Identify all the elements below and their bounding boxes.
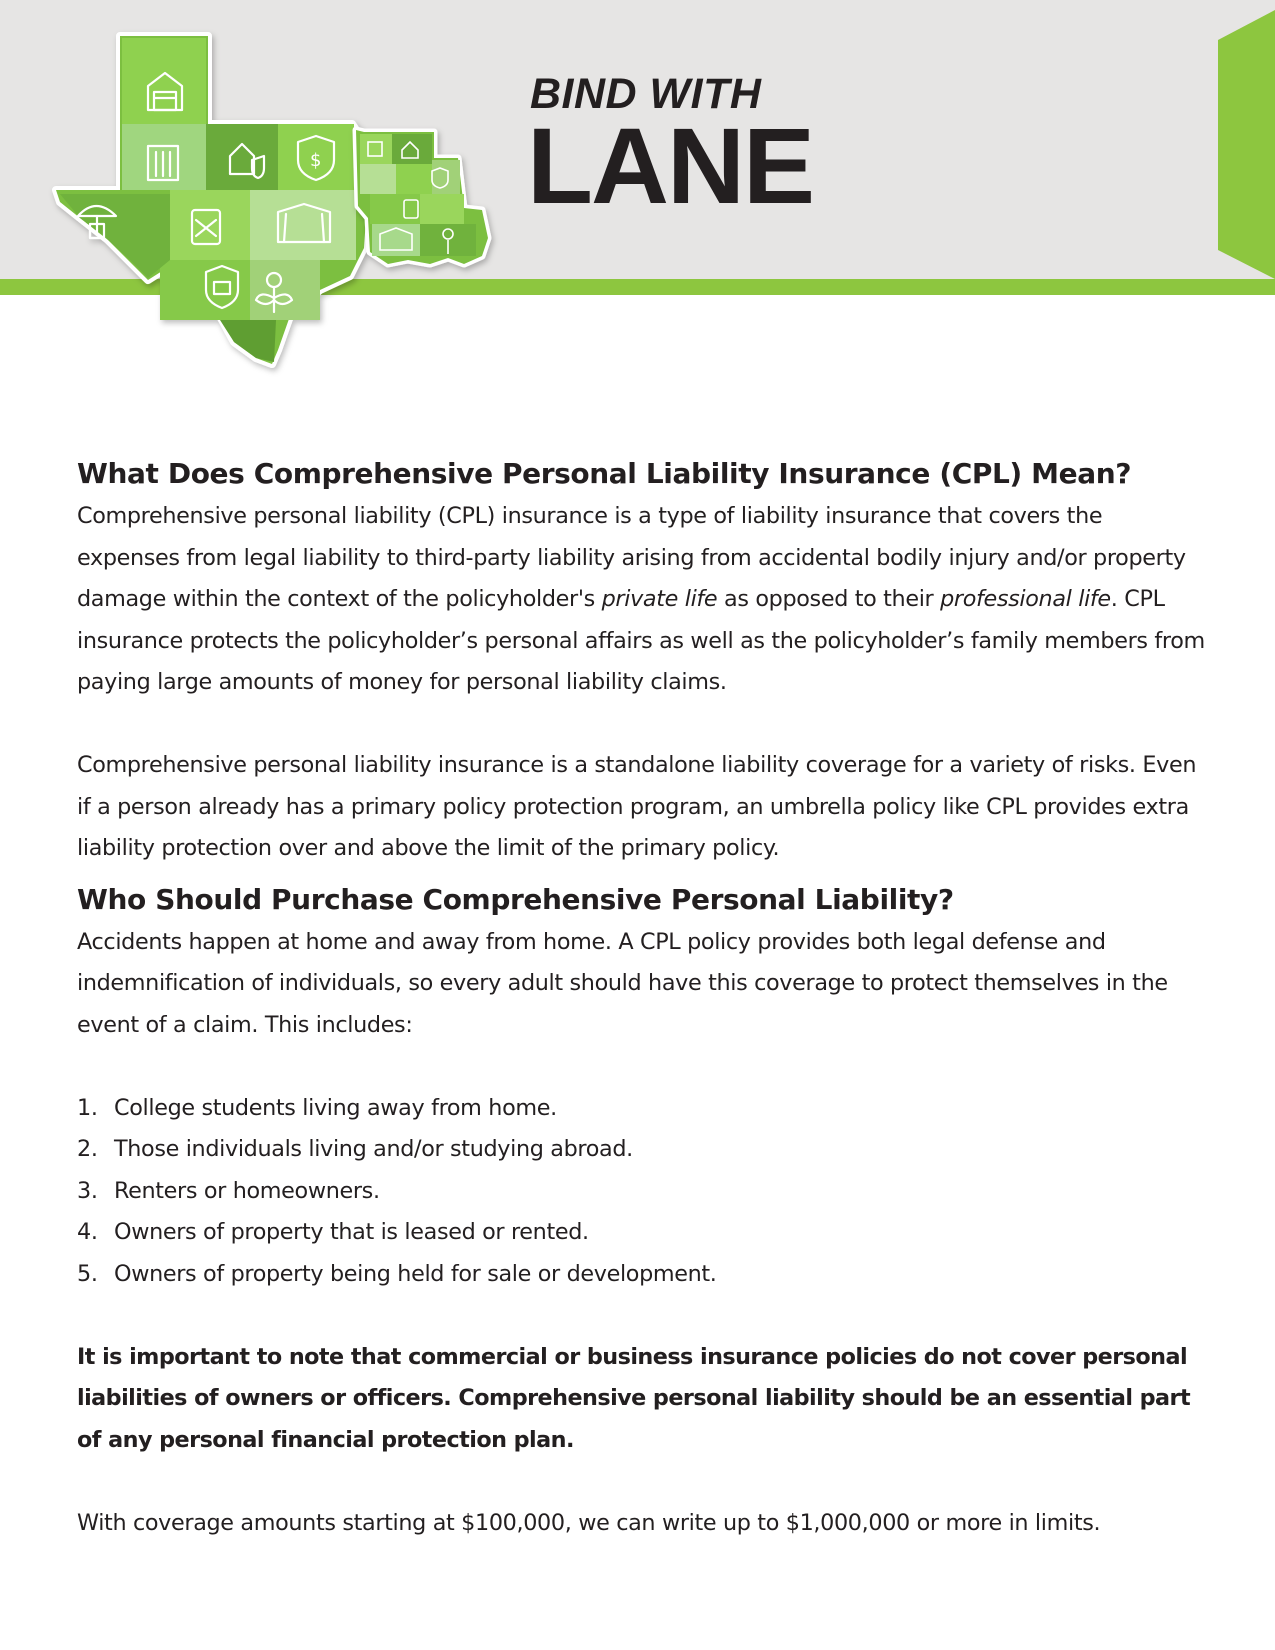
- list-number: 1.: [77, 1094, 98, 1121]
- emphasis-professional-life: professional life: [940, 586, 1111, 612]
- corner-accent-tab: [1218, 0, 1275, 279]
- section-heading-who-should-purchase: Who Should Purchase Comprehensive Personal Liability?: [77, 882, 954, 916]
- purchaser-list: [77, 1088, 1207, 1296]
- paragraph-text: as opposed to their: [717, 586, 941, 612]
- texas-shape: [56, 36, 366, 364]
- brand-title-line2: LANE: [527, 105, 813, 226]
- list-number: 4.: [77, 1219, 98, 1245]
- section-heading-cpl-meaning: What Does Comprehensive Personal Liability Insurance (CPL) Mean?: [77, 457, 1132, 490]
- list-number: 5.: [77, 1260, 98, 1287]
- paragraph-text: Comprehensive personal liability (CPL) insurance is a type of liability insurance that covers the expenses from legal liability to third-party liability arising from accidental bodily injury and/or property damage within the context of the policyholder's: [77, 503, 1186, 612]
- page-header: [0, 0, 1275, 295]
- list-item: [77, 1129, 1207, 1171]
- list-item: [77, 1088, 1207, 1130]
- list-item: [77, 1171, 1207, 1213]
- texas-louisiana-puzzle-map-logo: [20, 28, 520, 388]
- list-text: Renters or homeowners.: [114, 1177, 380, 1204]
- important-note: It is important to note that commercial or business insurance policies do not cover personal liabilities of owners or officers. Comprehensive personal liability should be an essential part of any personal financial protection plan.: [77, 1343, 1191, 1453]
- list-text: Owners of property that is leased or rented.: [114, 1219, 589, 1245]
- main-content: [77, 452, 1207, 1544]
- louisiana-shape: [356, 130, 488, 264]
- list-number: 2.: [77, 1136, 98, 1162]
- paragraph-who-intro: Accidents happen at home and away from home. A CPL policy provides both legal defense and indemnification of individuals, so every adult should have this coverage to protect themselves in the event of a claim. This includes:: [77, 928, 1168, 1038]
- list-text: College students living away from home.: [114, 1094, 557, 1121]
- svg-text:$: $: [310, 150, 322, 171]
- list-item: [77, 1212, 1207, 1254]
- list-item: [77, 1254, 1207, 1296]
- brand-title-line1: BIND WITH: [530, 70, 762, 118]
- paragraph-text: . CPL insurance protects the policyholder’s personal affairs as well as the policyholder’s family members from paying large amounts of money for personal liability claims.: [77, 586, 1205, 695]
- list-text: Owners of property being held for sale or development.: [114, 1260, 717, 1287]
- brand-title: [527, 70, 813, 226]
- coverage-amounts-note: With coverage amounts starting at $100,000, we can write up to $1,000,000 or more in limits.: [77, 1509, 1101, 1536]
- emphasis-private-life: private life: [601, 586, 718, 612]
- list-number: 3.: [77, 1177, 98, 1204]
- paragraph-cpl-definition: [77, 496, 1207, 704]
- paragraph-standalone-coverage: Comprehensive personal liability insurance is a standalone liability coverage for a variety of risks. Even if a person already has a primary policy protection program, an umbrella policy like CPL provides extra liability protection over and above the limit of the primary policy.: [77, 752, 1197, 861]
- list-text: Those individuals living and/or studying abroad.: [114, 1136, 633, 1162]
